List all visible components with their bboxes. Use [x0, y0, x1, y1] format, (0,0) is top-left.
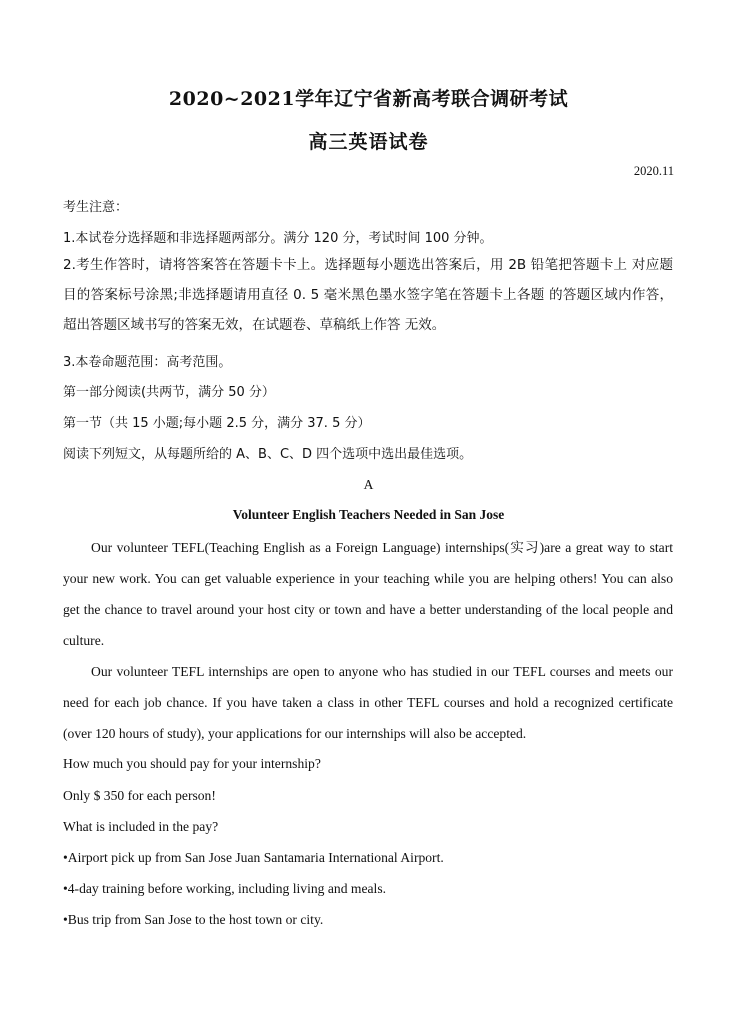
- passage-title: Volunteer English Teachers Needed in San Jose: [232, 507, 505, 522]
- exam-subtitle: 高三英语试卷: [308, 131, 429, 153]
- reading-instruction: 阅读下列短文，从每题所给的 A、B、C、D 四个选项中选出最佳选项。: [63, 447, 473, 462]
- notice-item-3: 3.本卷命题范围：高考范围。: [63, 355, 232, 370]
- question-price: How much you should pay for your internship?: [63, 756, 321, 771]
- passage-letter: A: [363, 477, 374, 492]
- exam-date: 2020.11: [633, 164, 674, 178]
- question-included: What is included in the pay?: [63, 819, 219, 834]
- notice-item-1: 1.本试卷分选择题和非选择题两部分。满分 120 分，考试时间 100 分钟。: [63, 231, 493, 246]
- list-item-airport: •Airport pick up from San Jose Juan Santamaria International Airport.: [63, 850, 444, 865]
- section1-heading: 第一节（共 15 小题;每小题 2.5 分，满分 37. 5 分）: [63, 416, 371, 431]
- answer-price: Only $ 350 for each person!: [63, 788, 216, 803]
- passage-paragraph-2: Our volunteer TEFL internships are open to anyone who has studied in our TEFL courses and meets our need for each job chance. If you have taken a class in other TEFL courses and hold a recognized certificate (over 120 hours of study), your applications for our internships will also be accepted.: [63, 664, 673, 741]
- list-item-bus: •Bus trip from San Jose to the host town or city.: [63, 912, 324, 927]
- notice-heading: 考生注意：: [63, 200, 129, 215]
- notice-item-2: 2.考生作答时，请将答案答在答题卡卡上。选择题每小题选出答案后，用 2B 铅笔把答题卡上 对应题目的答案标号涂黑;非选择题请用直径 0. 5 毫米黑色墨水签字笔在答题卡上各题 的答题区域内作答，超出答题区域书写的答案无效，在试题卷、草稿纸上作答 无效。: [63, 257, 673, 333]
- list-item-training: •4-day training before working, including living and meals.: [63, 881, 387, 896]
- part1-heading: 第一部分阅读(共两节，满分 50 分）: [63, 385, 275, 400]
- passage-paragraph-1: Our volunteer TEFL(Teaching English as a Foreign Language) internships(实习)are a great way to start your new work. You can get valuable experience in your teaching while you are helping others! You can also get the chance to travel around your host city or town and have a better understanding of the local people and culture.: [63, 540, 673, 648]
- exam-title: 2020~2021学年辽宁省新高考联合调研考试: [168, 88, 569, 110]
